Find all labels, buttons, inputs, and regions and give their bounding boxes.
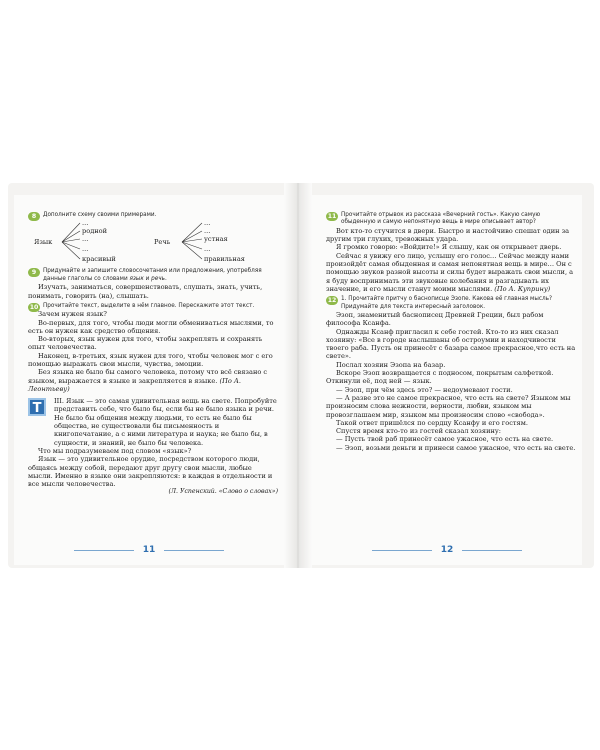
paragraph: Сейчас я увижу его лицо, услышу его голос… Сейчас между нами произойдёт самая обыденная и самая непонятная вещь в мире… Он с помощью звуков разной высоты и силы будет выражать свои мысли, а я буду воспринимать эти звуковые колебания и разгадывать их значение, и его мысли станут моими мыслями. (По А. Куприну) (326, 251, 574, 293)
theory-badge-icon: Т (28, 398, 46, 416)
paragraph: — А разве это не самое прекрасное, что есть на свете? Языком мы произносим слова нежности, верности, любви, языком мы провозглашаем мир, языком мы произносим слово «свобода». (326, 393, 571, 419)
page-left (14, 195, 284, 565)
task-9: 9 Придумайте и запишите словосочетания или предложения, употребляя данные глаголы со словами язык и речь. (28, 268, 278, 283)
word-scheme: Язык ... родной ... ... красивый Речь ... ... устная ... правильная (28, 219, 278, 265)
book-gutter (284, 183, 312, 568)
theory-block: Т III. Язык — это самая удивительная вещь на свете. Попробуйте представить себе, что было бы, если бы не было языка и речи. Не было бы общения между людьми, то есть не было бы общества, не существовали бы письменность и книгопечатание, а с ними литература и наука; не было бы, в сущности, и знаний, не было бы человека. (28, 397, 278, 447)
page-number: 11 (142, 545, 156, 555)
source: (Л. Успенский. «Слово о словах») (168, 488, 278, 496)
task-10: 10 Прочитайте текст, выделите в нём главное. Перескажите этот текст. (29, 302, 255, 311)
scheme-word-speech: Речь (154, 238, 171, 247)
paragraph: Эзоп, знаменитый баснописец Древней Греции, был рабом философа Ксанфа. (326, 311, 544, 328)
task-number: 9 (28, 268, 40, 277)
paragraph: Я громко говорю: «Войдите!» Я слышу, как он открывает дверь. (336, 243, 562, 252)
paragraph: Спустя время кто-то из гостей сказал хозяину: (336, 427, 501, 436)
paragraph: Однажды Ксанф пригласил к себе гостей. Кто-то из них сказал хозяину: «Все в городе наслышаны об остроумии и находчивости твоего раба. Пусть он принесёт с базара самое прекрасное,что есть на свете». (326, 327, 576, 361)
paragraph: Без языка не было бы самого человека, потому что всё связано с языком, выражается в языке и закрепляется в языке. (По А. Леонтьеву) (28, 368, 268, 393)
task-8: 8 Дополните схему своими примерами. (28, 212, 278, 219)
task-12: 12 1. Прочитайте притчу о баснописце Эзопе. Какова её главная мысль? Придумайте для текста интересный заголовок. (327, 296, 552, 310)
paragraph: Зачем нужен язык? (38, 310, 107, 319)
paragraph: Вот кто-то стучится в двери. Быстро и настойчиво спешат один за другим три глухих, тревожных удара. (326, 226, 570, 244)
task-number: 10 (29, 303, 39, 311)
task-number: 12 (327, 297, 337, 305)
question: Что мы подразумеваем под словом «язык»? (38, 446, 192, 455)
paragraph: Во-вторых, язык нужен для того, чтобы закреплять и сохранять опыт человечества. (28, 335, 263, 352)
paragraph: Наконец, в-третьих, язык нужен для того, чтобы человек мог с его помощью выражать свои мысли, чувства, эмоции. (28, 351, 273, 368)
page-right (312, 195, 582, 565)
paragraph: Во-первых, для того, чтобы люди могли обмениваться мыслями, то есть он нужен как средство общения. (28, 318, 274, 335)
task-11: 11 Прочитайте отрывок из рассказа «Вечерний гость». Какую самую обыденную и самую непонятную вещь в мире описывает автор? (327, 212, 541, 226)
paragraph: Такой ответ пришёлся по сердцу Ксанфу и его гостям. (336, 418, 528, 427)
verbs-list: Изучать, заниматься, совершенствовать, слушать, знать, учить, понимать, говорить (на), слышать. (28, 283, 263, 300)
paragraph: — Пусть твой раб принесёт самое ужасное, что есть на свете. (336, 435, 554, 444)
page-number: 12 (440, 545, 454, 555)
paragraph: Вскоре Эзоп возвращается с подносом, покрытым салфеткой. Откинули её, под ней — язык. (326, 369, 554, 386)
paragraph: Послал хозяин Эзопа на базар. (336, 360, 446, 369)
scheme-word-language: Язык (34, 238, 53, 247)
task-number: 11 (327, 213, 337, 220)
paragraph: — Эзоп, при чём здесь это? — недоумевают гости. (336, 385, 513, 394)
paragraph: Язык — это удивительное орудие, посредством которого люди, общаясь между собой, передают друг другу свои мысли, любые мысли. Именно в языке они закрепляются: в каждая в отдельности и все мысли человечества. (28, 455, 273, 489)
paragraph: — Эзоп, возьми деньги и принеси самое ужасное, что есть на свете. (336, 443, 576, 452)
task-number: 8 (28, 212, 40, 221)
textbook-spread (8, 183, 594, 568)
